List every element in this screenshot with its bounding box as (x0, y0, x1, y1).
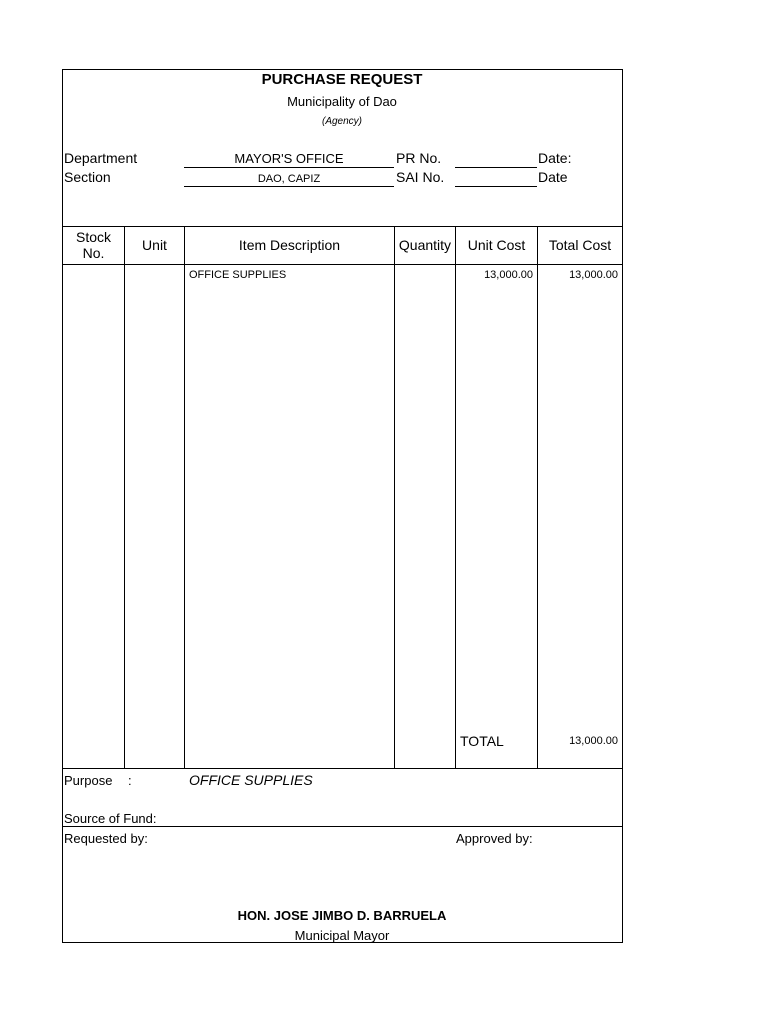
form-border-right (622, 69, 623, 943)
section-label: Section (64, 169, 111, 185)
purpose-colon: : (128, 773, 132, 788)
row-unit-cost: 13,000.00 (484, 269, 533, 281)
requested-by-label: Requested by: (64, 831, 148, 846)
col-divider-stock (124, 226, 125, 769)
col-divider-quantity (455, 226, 456, 769)
total-label: TOTAL (460, 733, 504, 749)
section-underline (184, 186, 394, 187)
table-header-top-line (62, 226, 623, 227)
col-header-stock-no: Stock No. (75, 229, 111, 261)
purpose-label: Purpose (64, 773, 113, 788)
form-title: PURCHASE REQUEST (261, 71, 423, 88)
row-total-cost: 13,000.00 (569, 269, 618, 281)
col-divider-unit (184, 226, 185, 769)
sai-no-field[interactable] (455, 186, 537, 187)
section-value: DAO, CAPIZ (257, 173, 321, 185)
purpose-value: OFFICE SUPPLIES (189, 772, 313, 788)
agency-caption: (Agency) (321, 116, 363, 127)
form-border-left (62, 69, 63, 943)
sai-no-label: SAI No. (396, 169, 445, 185)
col-divider-description (394, 226, 395, 769)
date-label-2: Date (538, 169, 568, 185)
form-border-top (62, 69, 623, 70)
department-label: Department (64, 150, 138, 166)
purpose-bottom-line (62, 826, 623, 827)
col-header-quantity: Quantity (398, 237, 452, 253)
signatory-name: HON. JOSE JIMBO D. BARRUELA (237, 908, 447, 923)
source-of-fund-label: Source of Fund: (64, 811, 157, 826)
total-value: 13,000.00 (569, 735, 618, 747)
agency-name: Municipality of Dao (287, 94, 397, 109)
col-divider-unit-cost (537, 226, 538, 769)
date-label-1: Date: (538, 150, 572, 166)
table-bottom-line (62, 768, 623, 769)
pr-no-label: PR No. (396, 150, 442, 166)
department-value: MAYOR'S OFFICE (234, 151, 344, 166)
col-header-total-cost: Total Cost (548, 237, 612, 253)
approved-by-label: Approved by: (456, 831, 533, 846)
col-header-item-description: Item Description (238, 237, 341, 253)
row-item-description: OFFICE SUPPLIES (189, 269, 287, 281)
department-underline (184, 167, 394, 168)
col-header-unit-cost: Unit Cost (467, 237, 526, 253)
pr-no-field[interactable] (455, 167, 537, 168)
table-header-bottom-line (62, 264, 623, 265)
signatory-title: Municipal Mayor (294, 928, 390, 943)
col-header-unit: Unit (142, 237, 167, 253)
